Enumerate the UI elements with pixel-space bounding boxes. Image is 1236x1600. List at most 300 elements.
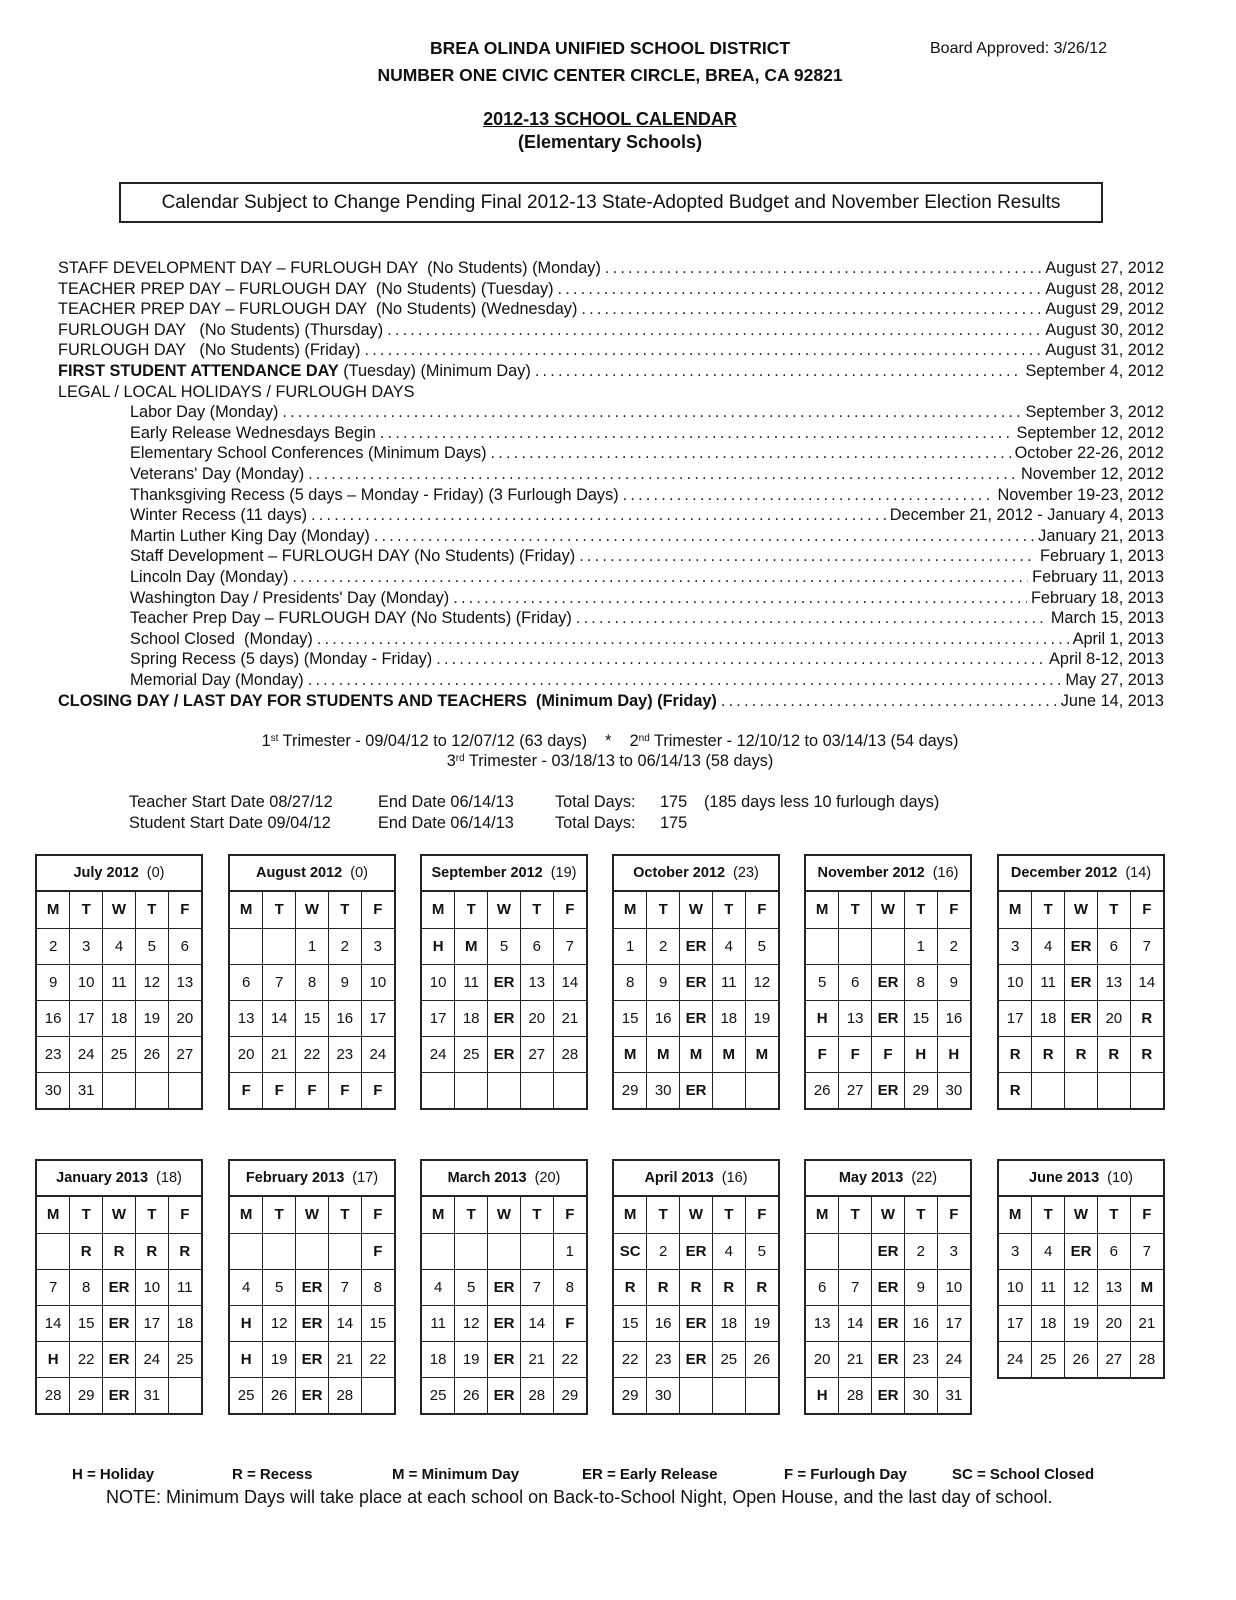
day-cell: 18 [422, 1341, 455, 1377]
day-cell: 17 [999, 1305, 1032, 1341]
month-header [422, 1161, 586, 1197]
day-cell: 15 [70, 1305, 103, 1341]
legend-furlough-day: F = Furlough Day [784, 1466, 907, 1483]
legend-school-closed: SC = School Closed [952, 1466, 1095, 1483]
teacher-total: 175 [660, 793, 688, 811]
event-label [58, 361, 535, 382]
day-cell: ER [1065, 1233, 1098, 1269]
day-cell: 4 [712, 928, 745, 964]
day-cell: 6 [168, 928, 201, 964]
day-cell: 8 [553, 1269, 586, 1305]
day-cell: 26 [745, 1341, 778, 1377]
day-cell: 21 [328, 1341, 361, 1377]
leader-dots [576, 608, 1047, 629]
leader-dots [292, 567, 1028, 588]
day-cell: M [455, 928, 488, 964]
month-calendar [997, 854, 1165, 1110]
day-cell: 18 [168, 1305, 201, 1341]
event-row [130, 485, 1164, 506]
month-grid [230, 892, 394, 1108]
event-row [58, 691, 1164, 712]
weekday-header: M [614, 1197, 647, 1233]
t2-num: 2 [629, 732, 639, 750]
day-cell: 19 [135, 1000, 168, 1036]
teacher-start: Teacher Start Date 08/27/12 [129, 793, 333, 811]
day-cell: 10 [422, 964, 455, 1000]
leader-dots [579, 546, 1036, 567]
day-cell: ER [488, 1000, 521, 1036]
day-cell: 5 [135, 928, 168, 964]
event-label [58, 299, 581, 320]
month-header [999, 856, 1163, 892]
month-grid [806, 1197, 970, 1413]
month-name: May 2013 [838, 1170, 904, 1186]
day-cell: 24 [999, 1341, 1032, 1377]
weekday-header: T [70, 1197, 103, 1233]
day-cell: 25 [712, 1341, 745, 1377]
holidays-heading: LEGAL / LOCAL HOLIDAYS / FURLOUGH DAYS [58, 382, 415, 401]
day-cell [168, 1072, 201, 1108]
event-detail: (No Students) (Tuesday) [366, 279, 554, 298]
leader-dots [581, 299, 1041, 320]
day-cell: 23 [904, 1341, 937, 1377]
weekday-header: T [839, 892, 872, 928]
day-cell: R [999, 1036, 1032, 1072]
day-cell: 19 [745, 1305, 778, 1341]
day-cell: 6 [1097, 1233, 1130, 1269]
day-cell [839, 928, 872, 964]
event-main: TEACHER PREP DAY – FURLOUGH DAY [58, 279, 367, 298]
month-grid [614, 1197, 778, 1413]
month-day-count: (0) [146, 865, 165, 881]
day-cell: 3 [70, 928, 103, 964]
day-cell: 14 [520, 1305, 553, 1341]
weekday-header: W [872, 892, 905, 928]
day-cell: 4 [230, 1269, 263, 1305]
month-grid [422, 1197, 586, 1413]
day-cell: 20 [230, 1036, 263, 1072]
day-cell [455, 1072, 488, 1108]
day-cell: 30 [904, 1377, 937, 1413]
holiday-label: Lincoln Day (Monday) [130, 568, 289, 586]
day-cell: ER [296, 1341, 329, 1377]
weekday-header: W [296, 892, 329, 928]
month-name: December 2012 [1010, 865, 1118, 881]
weekday-header: W [296, 1197, 329, 1233]
month-day-count: (23) [733, 865, 759, 881]
month-day-count: (0) [350, 865, 368, 881]
month-day-count: (17) [352, 1170, 379, 1186]
day-cell: ER [872, 1000, 905, 1036]
event-row [58, 361, 1164, 382]
day-cell: 20 [1097, 1000, 1130, 1036]
day-cell: 7 [37, 1269, 70, 1305]
day-cell: ER [680, 964, 713, 1000]
event-detail: (No Students) (Monday) [418, 259, 601, 277]
day-cell: 8 [296, 964, 329, 1000]
weekday-header: F [553, 892, 586, 928]
month-calendar [35, 854, 203, 1110]
day-cell: 28 [520, 1377, 553, 1413]
day-cell: 10 [361, 964, 394, 1000]
day-cell: 8 [614, 964, 647, 1000]
day-cell: H [230, 1341, 263, 1377]
day-cell: 24 [361, 1036, 394, 1072]
event-row [130, 629, 1164, 650]
teacher-end: End Date 06/14/13 [378, 793, 514, 811]
event-date: June 14, 2013 [1060, 691, 1164, 710]
day-cell: 13 [1097, 964, 1130, 1000]
day-cell: R [70, 1233, 103, 1269]
weekday-header: T [904, 1197, 937, 1233]
day-cell: R [745, 1269, 778, 1305]
event-label [130, 464, 308, 485]
day-cell: 15 [296, 1000, 329, 1036]
month-name: February 2013 [245, 1170, 345, 1186]
holiday-label: Early Release Wednesdays Begin [130, 423, 376, 442]
month-name: October 2012 [633, 865, 726, 881]
day-cell: 8 [70, 1269, 103, 1305]
weekday-header: M [422, 892, 455, 928]
day-cell: ER [872, 964, 905, 1000]
day-cell: 15 [614, 1305, 647, 1341]
t3-text: Trimester - 03/18/13 to 06/14/13 (58 days) [464, 752, 774, 770]
month-header [806, 856, 970, 892]
month-grid [999, 892, 1163, 1108]
day-cell: 9 [328, 964, 361, 1000]
day-cell: H [37, 1341, 70, 1377]
event-detail: (No Students) (Friday) [185, 341, 361, 360]
day-cell: 5 [806, 964, 839, 1000]
day-cell [135, 1072, 168, 1108]
day-cell: 24 [422, 1036, 455, 1072]
day-cell: 3 [999, 928, 1032, 964]
day-cell: 7 [328, 1269, 361, 1305]
event-detail: (Tuesday) (Minimum Day) [338, 362, 531, 380]
day-cell: 12 [135, 964, 168, 1000]
day-cell: 5 [455, 1269, 488, 1305]
day-cell: 11 [168, 1269, 201, 1305]
weekday-header: T [647, 892, 680, 928]
day-cell: ER [488, 964, 521, 1000]
day-cell [745, 1072, 778, 1108]
day-cell [1032, 1072, 1065, 1108]
month-grid [999, 1197, 1163, 1377]
day-cell: 11 [422, 1305, 455, 1341]
event-label [130, 567, 292, 588]
day-cell [422, 1072, 455, 1108]
event-date: December 21, 2012 - January 4, 2013 [889, 506, 1164, 525]
day-cell: 6 [839, 964, 872, 1000]
day-cell: 1 [553, 1233, 586, 1269]
holiday-label: Martin Luther King Day (Monday) [130, 526, 370, 545]
day-cell: 19 [263, 1341, 296, 1377]
holiday-label: Thanksgiving Recess (5 days – Monday - Friday) (3 Furlough Days) [130, 485, 619, 504]
day-cell: R [168, 1233, 201, 1269]
weekday-header: M [999, 892, 1032, 928]
day-cell: 10 [999, 964, 1032, 1000]
weekday-header: F [361, 1197, 394, 1233]
day-cell: 20 [1097, 1305, 1130, 1341]
weekday-header: T [520, 1197, 553, 1233]
event-row [58, 320, 1164, 341]
day-cell: ER [872, 1269, 905, 1305]
day-cell: 16 [37, 1000, 70, 1036]
day-cell: ER [872, 1305, 905, 1341]
teacher-total-label: Total Days: [555, 793, 636, 811]
month-day-count: (10) [1107, 1170, 1133, 1186]
day-cell: 25 [230, 1377, 263, 1413]
page-title: 2012-13 SCHOOL CALENDAR [483, 109, 737, 129]
day-cell: R [103, 1233, 136, 1269]
month-calendar [228, 1159, 396, 1415]
day-cell: 5 [745, 1233, 778, 1269]
leader-dots [387, 320, 1041, 341]
event-date: May 27, 2013 [1065, 671, 1164, 689]
day-cell [230, 928, 263, 964]
day-cell: 14 [263, 1000, 296, 1036]
event-label [58, 258, 605, 279]
day-cell: 27 [1097, 1341, 1130, 1377]
event-date: August 28, 2012 [1045, 279, 1164, 298]
month-grid [422, 892, 586, 1108]
weekday-header: W [872, 1197, 905, 1233]
event-label [130, 546, 579, 567]
day-cell: 21 [553, 1000, 586, 1036]
day-cell: SC [614, 1233, 647, 1269]
day-cell: M [1130, 1269, 1163, 1305]
day-cell: 22 [553, 1341, 586, 1377]
day-cell: 29 [904, 1072, 937, 1108]
weekday-header: M [422, 1197, 455, 1233]
day-cell: 11 [1032, 964, 1065, 1000]
holiday-label: Veterans' Day (Monday) [130, 465, 305, 483]
leader-dots [436, 649, 1045, 670]
day-cell [712, 1377, 745, 1413]
weekday-header: T [520, 892, 553, 928]
day-cell: M [614, 1036, 647, 1072]
day-cell: 10 [999, 1269, 1032, 1305]
day-cell: 3 [937, 1233, 970, 1269]
day-cell: 28 [1130, 1341, 1163, 1377]
day-cell: ER [1065, 1000, 1098, 1036]
day-cell: ER [103, 1341, 136, 1377]
event-row [130, 649, 1164, 670]
day-cell: 24 [937, 1341, 970, 1377]
month-grid [37, 892, 201, 1108]
day-cell: 21 [839, 1341, 872, 1377]
weekday-header: T [712, 892, 745, 928]
day-cell: F [806, 1036, 839, 1072]
day-cell: 6 [806, 1269, 839, 1305]
t3-sup: rd [455, 753, 465, 764]
event-label [58, 279, 558, 300]
event-label [130, 443, 491, 464]
event-row [130, 423, 1164, 444]
leader-dots [535, 361, 1022, 382]
event-label [130, 485, 623, 506]
day-cell: 7 [1130, 928, 1163, 964]
day-cell: 7 [263, 964, 296, 1000]
day-cell: 14 [553, 964, 586, 1000]
day-cell: 14 [1130, 964, 1163, 1000]
day-cell: 26 [135, 1036, 168, 1072]
day-cell [488, 1072, 521, 1108]
month-calendar [997, 1159, 1165, 1379]
event-row [130, 567, 1164, 588]
event-row [130, 402, 1164, 423]
day-cell: M [745, 1036, 778, 1072]
day-cell: R [1032, 1036, 1065, 1072]
leader-dots [308, 670, 1062, 691]
day-cell: ER [680, 1305, 713, 1341]
event-label [130, 629, 317, 650]
legend-recess: R = Recess [232, 1466, 313, 1483]
leader-dots [374, 526, 1034, 547]
day-cell: 8 [904, 964, 937, 1000]
day-cell: F [361, 1072, 394, 1108]
district-name: BREA OLINDA UNIFIED SCHOOL DISTRICT [429, 38, 791, 58]
weekday-header: T [647, 1197, 680, 1233]
day-cell [263, 928, 296, 964]
weekday-header: F [168, 1197, 201, 1233]
event-main: FURLOUGH DAY [58, 341, 186, 360]
day-cell: 22 [361, 1341, 394, 1377]
day-cell: 3 [999, 1233, 1032, 1269]
holiday-label: Winter Recess (11 days) [130, 506, 308, 525]
day-cell: 25 [1032, 1341, 1065, 1377]
day-cell: M [712, 1036, 745, 1072]
day-cell [680, 1377, 713, 1413]
day-cell [422, 1233, 455, 1269]
day-cell: 5 [263, 1269, 296, 1305]
weekday-header: T [263, 1197, 296, 1233]
day-cell: ER [103, 1269, 136, 1305]
day-cell: 31 [70, 1072, 103, 1108]
student-total: 175 [660, 814, 688, 832]
day-cell: F [263, 1072, 296, 1108]
day-cell: 13 [520, 964, 553, 1000]
day-cell: ER [488, 1036, 521, 1072]
day-cell: 17 [361, 1000, 394, 1036]
weekday-header: F [745, 1197, 778, 1233]
event-main: STAFF DEVELOPMENT DAY – FURLOUGH DAY [58, 259, 419, 277]
day-cell: 30 [937, 1072, 970, 1108]
day-cell [263, 1233, 296, 1269]
day-cell: R [135, 1233, 168, 1269]
event-row [130, 526, 1164, 547]
day-cell: 7 [839, 1269, 872, 1305]
day-cell: F [296, 1072, 329, 1108]
closing-label: CLOSING DAY / LAST DAY FOR STUDENTS AND TEACHERS (Minimum Day) (Friday) [58, 691, 717, 710]
day-cell: 29 [614, 1072, 647, 1108]
event-main: FIRST STUDENT ATTENDANCE DAY [58, 362, 339, 380]
day-cell: 18 [1032, 1305, 1065, 1341]
day-cell [712, 1072, 745, 1108]
month-name: April 2013 [644, 1170, 714, 1186]
day-cell: 18 [455, 1000, 488, 1036]
day-cell: 17 [70, 1000, 103, 1036]
day-cell: ER [680, 928, 713, 964]
event-label [130, 670, 308, 691]
day-cell: 16 [904, 1305, 937, 1341]
leader-dots [558, 279, 1042, 300]
weekday-header: T [328, 892, 361, 928]
month-calendar [228, 854, 396, 1110]
day-cell [1097, 1072, 1130, 1108]
t1-sup: st [270, 733, 279, 744]
day-cell: 29 [614, 1377, 647, 1413]
day-cell: 23 [647, 1341, 680, 1377]
day-cell: 15 [904, 1000, 937, 1036]
student-total-label: Total Days: [555, 814, 636, 832]
day-cell [745, 1377, 778, 1413]
month-day-count: (20) [534, 1170, 561, 1186]
month-header [37, 856, 201, 892]
day-cell: 7 [1130, 1233, 1163, 1269]
day-cell: 31 [135, 1377, 168, 1413]
weekday-header: T [1032, 892, 1065, 928]
event-row [130, 588, 1164, 609]
day-cell: ER [296, 1377, 329, 1413]
event-date: April 8-12, 2013 [1049, 650, 1164, 669]
holiday-label: Memorial Day (Monday) [130, 671, 304, 689]
page-subtitle: (Elementary Schools) [517, 132, 703, 152]
day-cell: 7 [520, 1269, 553, 1305]
day-cell: 26 [1065, 1341, 1098, 1377]
weekday-header: T [904, 892, 937, 928]
event-date: September 12, 2012 [1016, 423, 1164, 442]
day-cell: 21 [263, 1036, 296, 1072]
day-cell [455, 1233, 488, 1269]
day-cell: ER [296, 1305, 329, 1341]
day-cell: ER [103, 1377, 136, 1413]
day-cell: ER [1065, 964, 1098, 1000]
day-cell [361, 1377, 394, 1413]
leader-dots [623, 485, 994, 506]
budget-notice: Calendar Subject to Change Pending Final 2012-13 State-Adopted Budget and November Election Results [119, 182, 1103, 223]
day-cell: 15 [361, 1305, 394, 1341]
holiday-label: Washington Day / Presidents' Day (Monday) [130, 588, 450, 607]
event-label [130, 423, 380, 444]
day-cell: 14 [37, 1305, 70, 1341]
month-calendar [420, 854, 588, 1110]
leader-dots [317, 629, 1069, 650]
leader-dots [491, 443, 1011, 464]
day-cell: 27 [168, 1036, 201, 1072]
district-address: NUMBER ONE CIVIC CENTER CIRCLE, BREA, CA 92821 [377, 65, 843, 85]
day-cell: R [712, 1269, 745, 1305]
month-name: June 2013 [1029, 1170, 1100, 1186]
day-cell [553, 1072, 586, 1108]
day-cell: 11 [103, 964, 136, 1000]
day-cell: 16 [647, 1000, 680, 1036]
event-label [130, 402, 282, 423]
day-cell: 26 [263, 1377, 296, 1413]
weekday-header: M [806, 892, 839, 928]
day-cell: 17 [422, 1000, 455, 1036]
weekday-header: W [103, 1197, 136, 1233]
month-name: September 2012 [431, 865, 543, 881]
day-cell: 10 [135, 1269, 168, 1305]
day-cell: 13 [168, 964, 201, 1000]
day-cell: F [328, 1072, 361, 1108]
day-cell [839, 1233, 872, 1269]
day-cell: 4 [712, 1233, 745, 1269]
day-cell: H [230, 1305, 263, 1341]
event-date: February 1, 2013 [1040, 547, 1164, 566]
weekday-header: M [614, 892, 647, 928]
